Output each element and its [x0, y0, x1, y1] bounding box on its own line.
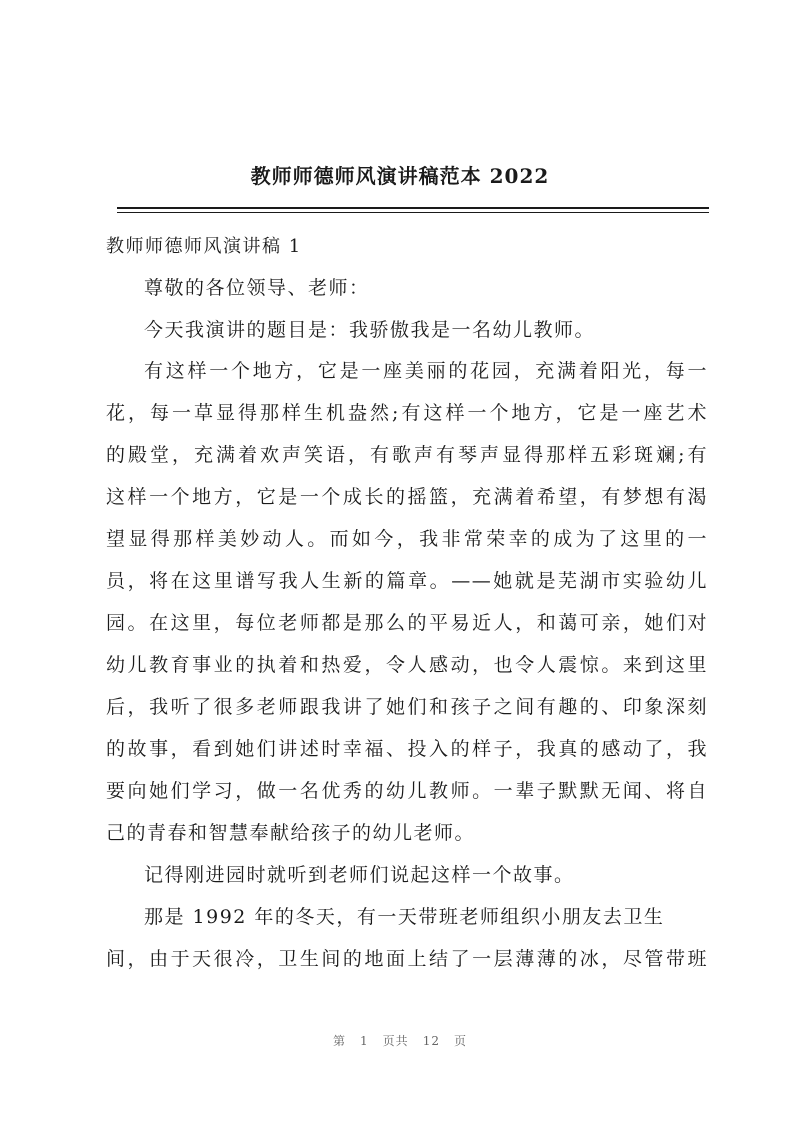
body-line: 己的青春和智慧奉献给孩子的幼儿老师。 — [106, 822, 476, 844]
title-rule-thin — [117, 212, 709, 213]
body-line: 记得刚进园时就听到老师们说起这样一个故事。 — [144, 864, 575, 886]
page-title: 教师师德师风演讲稿范本 2022 — [250, 164, 550, 188]
page-number-total: 12 — [422, 1034, 440, 1048]
body-line: 尊敬的各位领导、老师： — [144, 277, 370, 299]
page-number — [0, 1032, 800, 1049]
page-number-prefix: 第 — [333, 1034, 347, 1048]
body-line: 的故事，看到她们讲述时幸福、投入的样子，我真的感动了，我 — [106, 738, 708, 760]
body-line: 望显得那样美妙动人。而如今，我非常荣幸的成为了这里的一 — [106, 528, 708, 550]
body-line: 间，由于天很冷，卫生间的地面上结了一层薄薄的冰，尽管带班 — [106, 948, 708, 970]
page-number-suffix: 页 — [453, 1034, 467, 1048]
body-line: 幼儿教育事业的执着和热爱，令人感动，也令人震惊。来到这里 — [106, 654, 708, 676]
body-line: 那是 1992 年的冬天，有一天带班老师组织小朋友去卫生 — [144, 906, 665, 928]
body-line: 这样一个地方，它是一个成长的摇篮，充满着希望，有梦想有渴 — [106, 486, 708, 508]
body-line: 员，将在这里谱写我人生新的篇章。——她就是芜湖市实验幼儿 — [106, 570, 708, 592]
body-line: 园。在这里，每位老师都是那么的平易近人，和蔼可亲，她们对 — [106, 612, 708, 634]
body-line: 今天我演讲的题目是：我骄傲我是一名幼儿教师。 — [144, 319, 596, 341]
body-line: 后，我听了很多老师跟我讲了她们和孩子之间有趣的、印象深刻 — [106, 696, 708, 718]
body-line: 的殿堂，充满着欢声笑语，有歌声有琴声显得那样五彩斑斓;有 — [106, 444, 708, 466]
page-number-current: 1 — [360, 1034, 369, 1048]
title-rule-thick — [117, 207, 709, 209]
body-line: 有这样一个地方，它是一座美丽的花园，充满着阳光，每一 — [144, 360, 708, 382]
body-line: 要向她们学习，做一名优秀的幼儿教师。一辈子默默无闻、将自 — [106, 780, 708, 802]
body-line: 花，每一草显得那样生机盎然;有这样一个地方，它是一座艺术 — [106, 402, 708, 424]
section-heading: 教师师德师风演讲稿 1 — [106, 236, 302, 257]
page-number-middle: 页共 — [382, 1034, 409, 1048]
